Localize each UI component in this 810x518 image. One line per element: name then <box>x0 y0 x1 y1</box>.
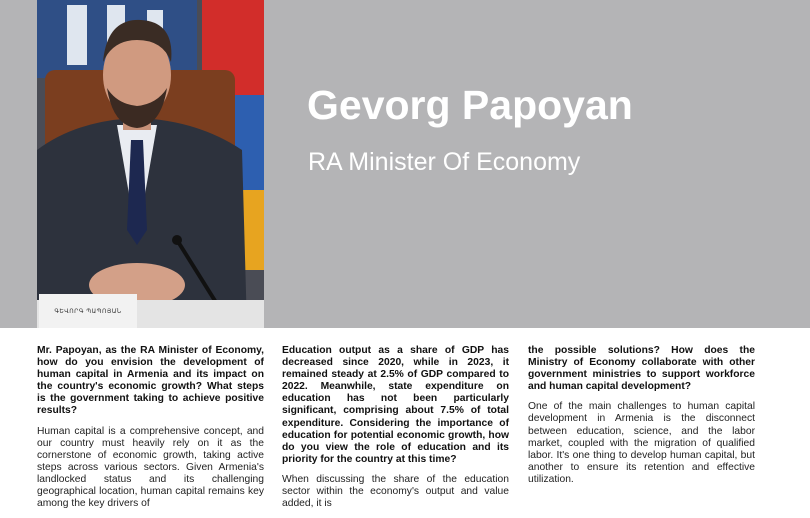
column-3-question: the possible solutions? How does the Ministry of Economy collaborate with other government ministries to support workforce and human capital development? <box>528 345 755 393</box>
speaker-name: Gevorg Papoyan <box>307 82 633 128</box>
minister-photo <box>37 0 264 328</box>
article-column-1 <box>37 345 264 518</box>
nameplate: ԳԵՎՈՐԳ ՊԱՊՈՅԱՆ <box>39 294 137 328</box>
article-column-3 <box>528 345 755 494</box>
column-2-question: Education output as a share of GDP has decreased since 2020, while in 2023, it remained steady at 2.5% of GDP compared to 2022. Meanwhile, state expenditure on education has not been particularly significant, comprising about 7.5% of total expenditure. Considering the importance of education for potential economic growth, how do you view the role of education and its priority for the country at this time? <box>282 345 509 465</box>
article-column-2 <box>282 345 509 518</box>
column-3-answer: One of the main challenges to human capital development in Armenia is the disconnect between education, science, and the labor market, coupled with the migration of qualified labor. It's one thing to develop human capital, but another to ensure its retention and effective utilization. <box>528 401 755 485</box>
portrait-illustration <box>37 0 264 328</box>
column-1-question: Mr. Papoyan, as the RA Minister of Economy, how do you envision the development of human capital in Armenia and its impact on the country's economic growth? What steps is the government taking to achieve positive results? <box>37 345 264 417</box>
column-2-answer: When discussing the share of the education sector within the economy's output and value added, it is <box>282 473 509 510</box>
speaker-title: RA Minister Of Economy <box>308 148 581 176</box>
column-1-answer: Human capital is a comprehensive concept, and our country must heavily rely on it as the cornerstone of economic growth, taking active steps across various sectors. Given Armenia's landlocked status and its challenging geographical location, human capital remains key among the key drivers of <box>37 425 264 510</box>
